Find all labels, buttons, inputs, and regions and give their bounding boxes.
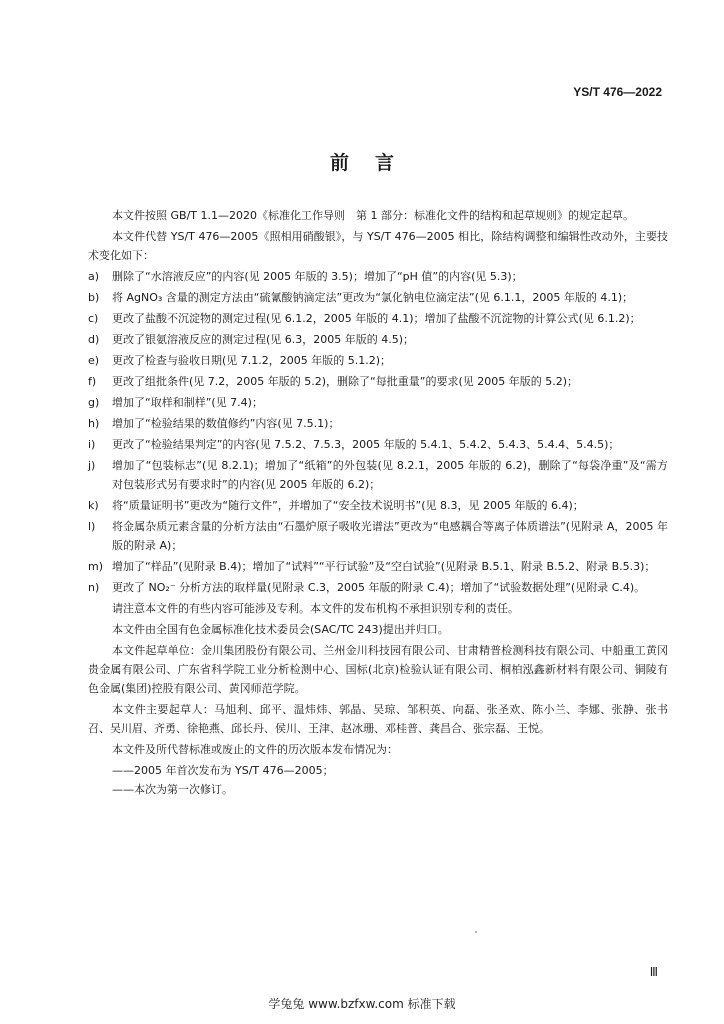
change-item <box>88 557 668 576</box>
item-label: m) <box>88 560 104 573</box>
change-item <box>88 288 668 307</box>
change-item <box>88 435 668 454</box>
item-label: k) <box>88 499 99 512</box>
item-label: j) <box>88 459 96 472</box>
change-item <box>88 330 668 349</box>
change-item <box>88 456 668 494</box>
notice-paragraph: 本文件及所代替标准或废止的文件的历次版本发布情况为： <box>112 743 398 756</box>
item-label: i) <box>88 438 96 451</box>
notice-paragraph: 本文件主要起草人：马旭利、邱平、温炜炜、郭晶、吴琼、邹积英、向磊、张圣欢、陈小兰、李娜、张静、张书召、吴川眉、齐勇、徐艳燕、邱长丹、侯川、王津、赵冰珊、邓桂普、龚昌合、张宗磊、王悦。 <box>88 703 668 735</box>
item-text: 将金属杂质元素含量的分析方法由“石墨炉原子吸收光谱法”更改为“电感耦合等离子体质谱法”(见附录 A，2005 年版的附录 A)； <box>112 520 668 552</box>
notice-paragraph: 请注意本文件的有些内容可能涉及专利。本文件的发布机构不承担识别专利的责任。 <box>112 602 519 615</box>
scan-speck <box>475 931 477 933</box>
foreword-body <box>88 206 668 799</box>
item-label: e) <box>88 354 100 367</box>
item-label: h) <box>88 417 100 430</box>
intro-paragraph: 本文件按照 GB/T 1.1—2020《标准化工作导则 第 1 部分：标准化文件的结构和起草规则》的规定起草。 <box>112 209 634 222</box>
item-text: 增加了“样品”(见附录 B.4)；增加了“试料”“平行试验”及“空白试验”(见附录 B.5.1、附录 B.5.2、附录 B.5.3)； <box>112 560 656 573</box>
item-text: 增加了“检验结果的数值修约”内容(见 7.5.1)； <box>112 417 340 430</box>
item-label: d) <box>88 333 100 346</box>
item-text: 将 AgNO₃ 含量的测定方法由“硫氰酸钠滴定法”更改为“氯化钠电位滴定法”(见 6.1.1，2005 年版的 4.1)； <box>112 291 634 304</box>
item-text: 更改了组批条件(见 7.2，2005 年版的 5.2)，删除了“每批重量”的要求(见 2005 年版的 5.2)； <box>112 375 579 388</box>
change-item <box>88 351 668 370</box>
item-text: 删除了“水溶液反应”的内容(见 2005 年版的 3.5)；增加了“pH 值”的内容(见 5.3)； <box>112 270 523 283</box>
document-code: YS/T 476—2022 <box>573 85 662 99</box>
notice-paragraph: 本文件起草单位：金川集团股份有限公司、兰州金川科技园有限公司、甘肃精普检测科技有限公司、中船重工黄冈贵金属有限公司、广东省科学院工业分析检测中心、国标(北京)检验认证有限公司、桐柏泓鑫新材料有限公司、铜陵有色金属(集团)控股有限公司、黄冈师范学院。 <box>88 644 668 695</box>
item-text: 增加了“取样和制样”(见 7.4)； <box>112 396 263 409</box>
change-item <box>88 414 668 433</box>
item-text: 将“质量证明书”更改为“随行文件”，并增加了“安全技术说明书”(见 8.3，见 2005 年版的 6.4)； <box>112 499 584 512</box>
item-label: c) <box>88 312 99 325</box>
item-label: l) <box>88 520 96 533</box>
intro-paragraph: 本文件代替 YS/T 476—2005《照相用硝酸银》，与 YS/T 476—2005 相比，除结构调整和编辑性改动外，主要技术变化如下： <box>88 230 668 262</box>
item-label: n) <box>88 581 100 594</box>
item-label: b) <box>88 291 100 304</box>
change-item <box>88 496 668 515</box>
page-number: Ⅲ <box>649 965 658 979</box>
change-item <box>88 578 668 597</box>
page-title: 前言 <box>329 152 420 174</box>
history-line: ——2005 年首次发布为 YS/T 476—2005； <box>112 764 334 777</box>
item-text: 更改了“检验结果判定”的内容(见 7.5.2、7.5.3，2005 年版的 5.4.1、5.4.2、5.4.3、5.4.4、5.4.5)； <box>112 438 620 451</box>
history-line: ——本次为第一次修订。 <box>112 783 233 796</box>
footer-watermark-text: 学兔兔 www.bzfxw.com 标准下载 <box>268 997 456 1011</box>
item-text: 更改了盐酸不沉淀物的测定过程(见 6.1.2，2005 年版的 4.1)；增加了盐酸不沉淀物的计算公式(见 6.1.2)； <box>112 312 641 325</box>
item-text: 更改了银氨溶液反应的测定过程(见 6.3，2005 年版的 4.5)； <box>112 333 415 346</box>
change-item <box>88 309 668 328</box>
item-text: 更改了检查与验收日期(见 7.1.2，2005 年版的 5.1.2)； <box>112 354 392 367</box>
change-item <box>88 267 668 286</box>
item-label: g) <box>88 396 100 409</box>
item-label: f) <box>88 375 97 388</box>
change-item <box>88 517 668 555</box>
notice-paragraph: 本文件由全国有色金属标准化技术委员会(SAC/TC 243)提出并归口。 <box>112 623 449 636</box>
change-item <box>88 372 668 391</box>
item-label: a) <box>88 270 100 283</box>
item-text: 更改了 NO₂⁻ 分析方法的取样量(见附录 C.3，2005 年版的附录 C.4)；增加了“试验数据处理”(见附录 C.4)。 <box>112 581 646 594</box>
item-text: 增加了“包装标志”(见 8.2.1)；增加了“纸箱”的外包装(见 8.2.1，2005 年版的 6.2)，删除了“每袋净重”及“需方对包装形式另有要求时”的内容(见 2005 年版的 6.2)； <box>112 459 668 491</box>
change-item <box>88 393 668 412</box>
